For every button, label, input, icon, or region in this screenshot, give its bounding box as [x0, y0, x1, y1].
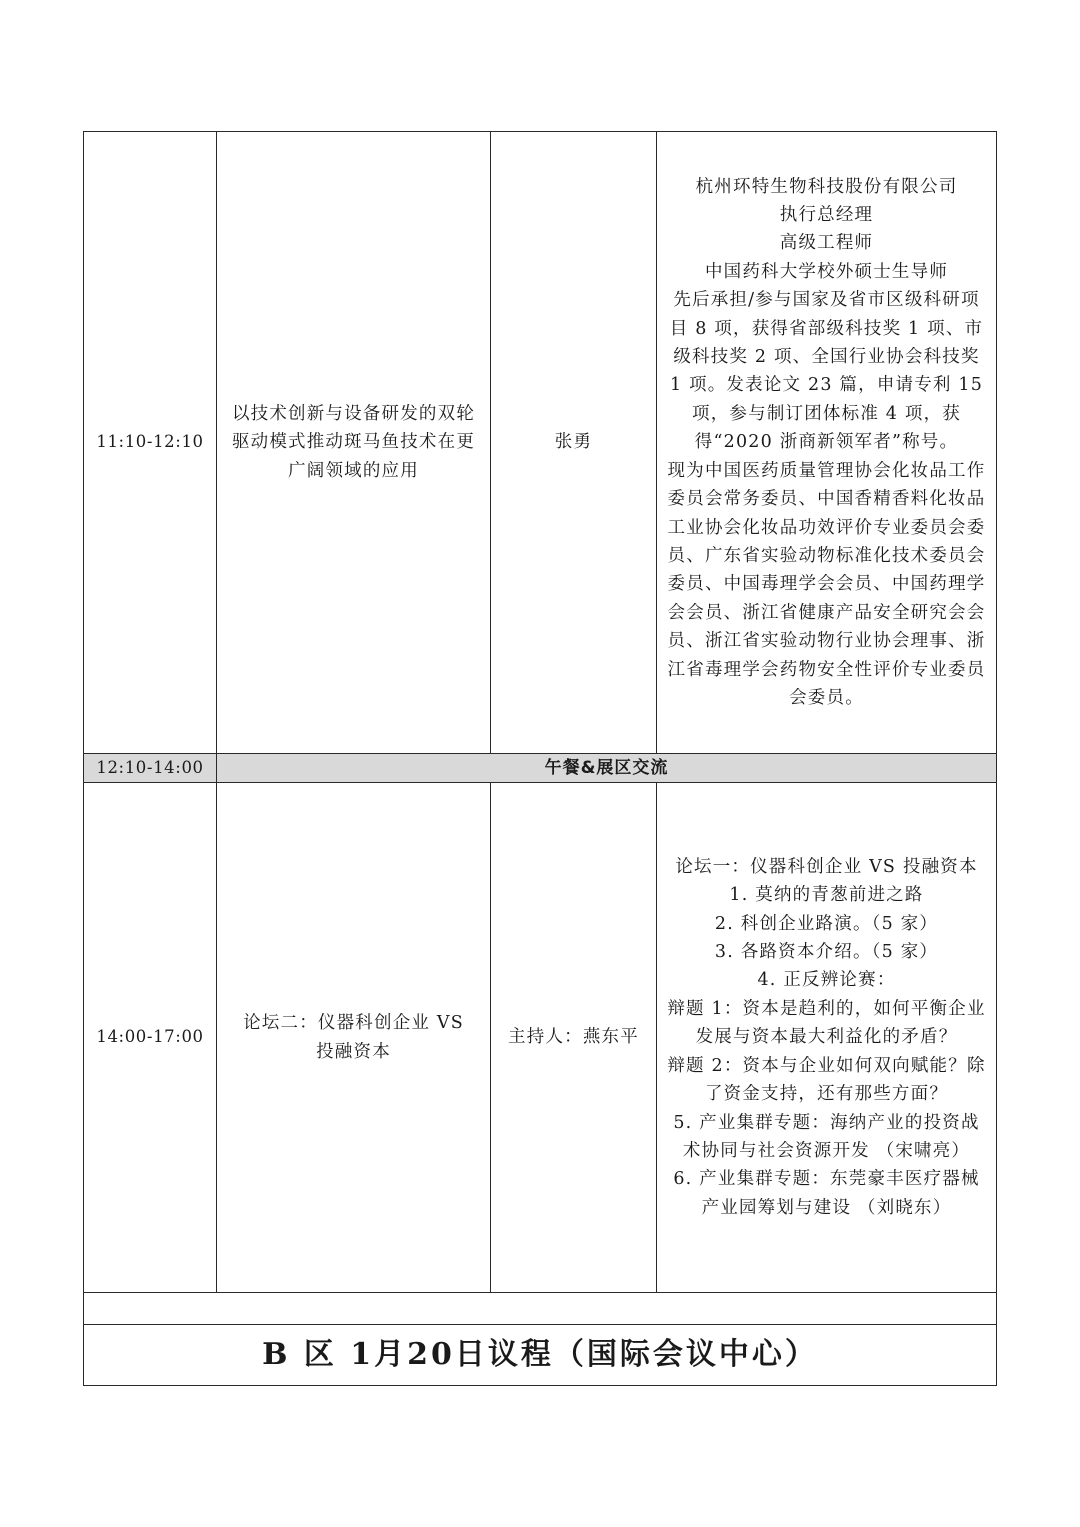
bio-memberships: 现为中国医药质量管理协会化妆品工作委员会常务委员、中国香精香料化妆品工业协会化妆品功效评价专业委员会委员、广东省实验动物标准化技术委员会委员、中国毒理学会会员、中国药理学会会员、浙江省健康产品安全研究会会员、浙江省实验动物行业协会理事、浙江省毒理学会药物安全性评价专业委员会委员。	[667, 460, 986, 708]
empty-cell	[84, 1293, 997, 1325]
agenda-row-session-2	[84, 783, 997, 1293]
program-item-5: 5. 产业集群专题：海纳产业的投资战术协同与社会资源开发 （宋啸亮）	[673, 1112, 980, 1161]
section-heading: B 区 1月20日议程（国际会议中心）	[84, 1325, 997, 1386]
agenda-row-section-heading	[84, 1325, 997, 1386]
bio-advisor: 中国药科大学校外硕士生导师	[704, 261, 949, 282]
lunch-label: 午餐&展区交流	[217, 754, 997, 783]
lunch-time: 12:10-14:00	[84, 754, 217, 783]
agenda-page	[83, 131, 996, 1386]
program-item-4: 4. 正反辨论赛：	[757, 970, 896, 991]
bio-position: 执行总经理	[779, 205, 874, 226]
debate-topic-1: 辩题 1：资本是趋利的，如何平衡企业发展与资本最大利益化的矛盾？	[667, 998, 986, 1048]
bio-company: 杭州环特生物科技股份有限公司	[695, 176, 958, 197]
bio-achievements: 先后承担/参与国家及省市区级科研项目 8 项，获得省部级科技奖 1 项、市级科技奖 2 项、全国行业协会科技奖 1 项。发表论文 23 篇，申请专利 15 项，参与制订团体标准 4 项，获得“2020 浙商新领军者”称号。	[669, 290, 984, 453]
program-item-6: 6. 产业集群专题：东莞豪丰医疗器械产业园筹划与建设 （刘晓东）	[673, 1169, 980, 1218]
speaker-bio	[657, 132, 997, 754]
debate-topic-2: 辩题 2：资本与企业如何双向赋能？除了资金支持，还有那些方面？	[667, 1055, 986, 1105]
session-speaker: 张勇	[491, 132, 657, 754]
program-item-1: 1. 莫纳的青葱前进之路	[729, 885, 924, 906]
program-item-2: 2. 科创企业路演。（5 家）	[714, 913, 939, 934]
agenda-row-session-1	[84, 132, 997, 754]
session-topic: 以技术创新与设备研发的双轮驱动模式推动斑马鱼技术在更广阔领域的应用	[217, 132, 491, 754]
forum-program	[657, 783, 997, 1293]
agenda-row-spacer	[84, 1293, 997, 1325]
forum-title: 论坛一：仪器科创企业 VS 投融资本	[675, 856, 978, 877]
session-topic: 论坛二：仪器科创企业 VS 投融资本	[217, 783, 491, 1293]
agenda-table	[83, 131, 997, 1386]
session-host: 主持人：燕东平	[491, 783, 657, 1293]
bio-title: 高级工程师	[779, 233, 874, 254]
session-time: 11:10-12:10	[84, 132, 217, 754]
agenda-row-lunch	[84, 754, 997, 783]
program-item-3: 3. 各路资本介绍。（5 家）	[714, 942, 939, 963]
session-time: 14:00-17:00	[84, 783, 217, 1293]
